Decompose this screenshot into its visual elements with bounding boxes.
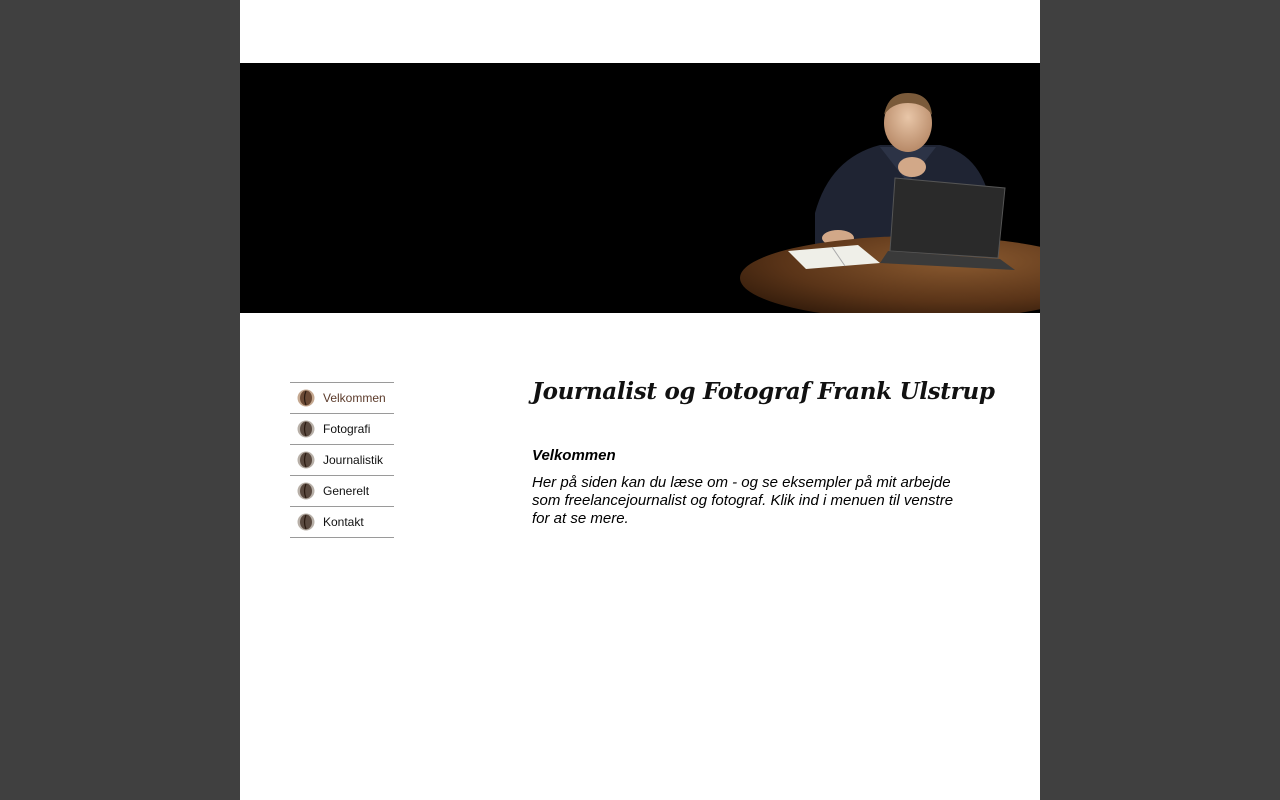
- main-navigation: [290, 382, 394, 538]
- nav-label: Generelt: [323, 484, 370, 498]
- header-banner: [240, 63, 1040, 313]
- nav-label: Fotografi: [323, 422, 371, 436]
- intro-text: Her på siden kan du læse om - og se eksempler på mit arbejde som freelancejournalist og fotograf. Klik ind i menuen til venstre for at se mere.: [532, 474, 954, 527]
- main-content: [532, 378, 995, 528]
- coffee-bean-icon: [297, 482, 315, 500]
- banner-photo: [240, 63, 1040, 313]
- nav-item-fotografi[interactable]: [290, 414, 394, 445]
- nav-label: Journalistik: [323, 453, 384, 467]
- nav-item-velkommen[interactable]: [290, 383, 394, 414]
- site-title: Journalist og Fotograf Frank Ulstrup: [532, 378, 995, 405]
- coffee-bean-icon: [297, 389, 315, 407]
- nav-item-journalistik[interactable]: [290, 445, 394, 476]
- page-container: [240, 0, 1040, 800]
- nav-item-kontakt[interactable]: [290, 507, 394, 538]
- coffee-bean-icon: [297, 513, 315, 531]
- coffee-bean-icon: [297, 420, 315, 438]
- nav-label: Kontakt: [323, 515, 364, 529]
- section-heading: Velkommen: [532, 447, 616, 464]
- nav-item-generelt[interactable]: [290, 476, 394, 507]
- coffee-bean-icon: [297, 451, 315, 469]
- nav-label: Velkommen: [323, 391, 386, 405]
